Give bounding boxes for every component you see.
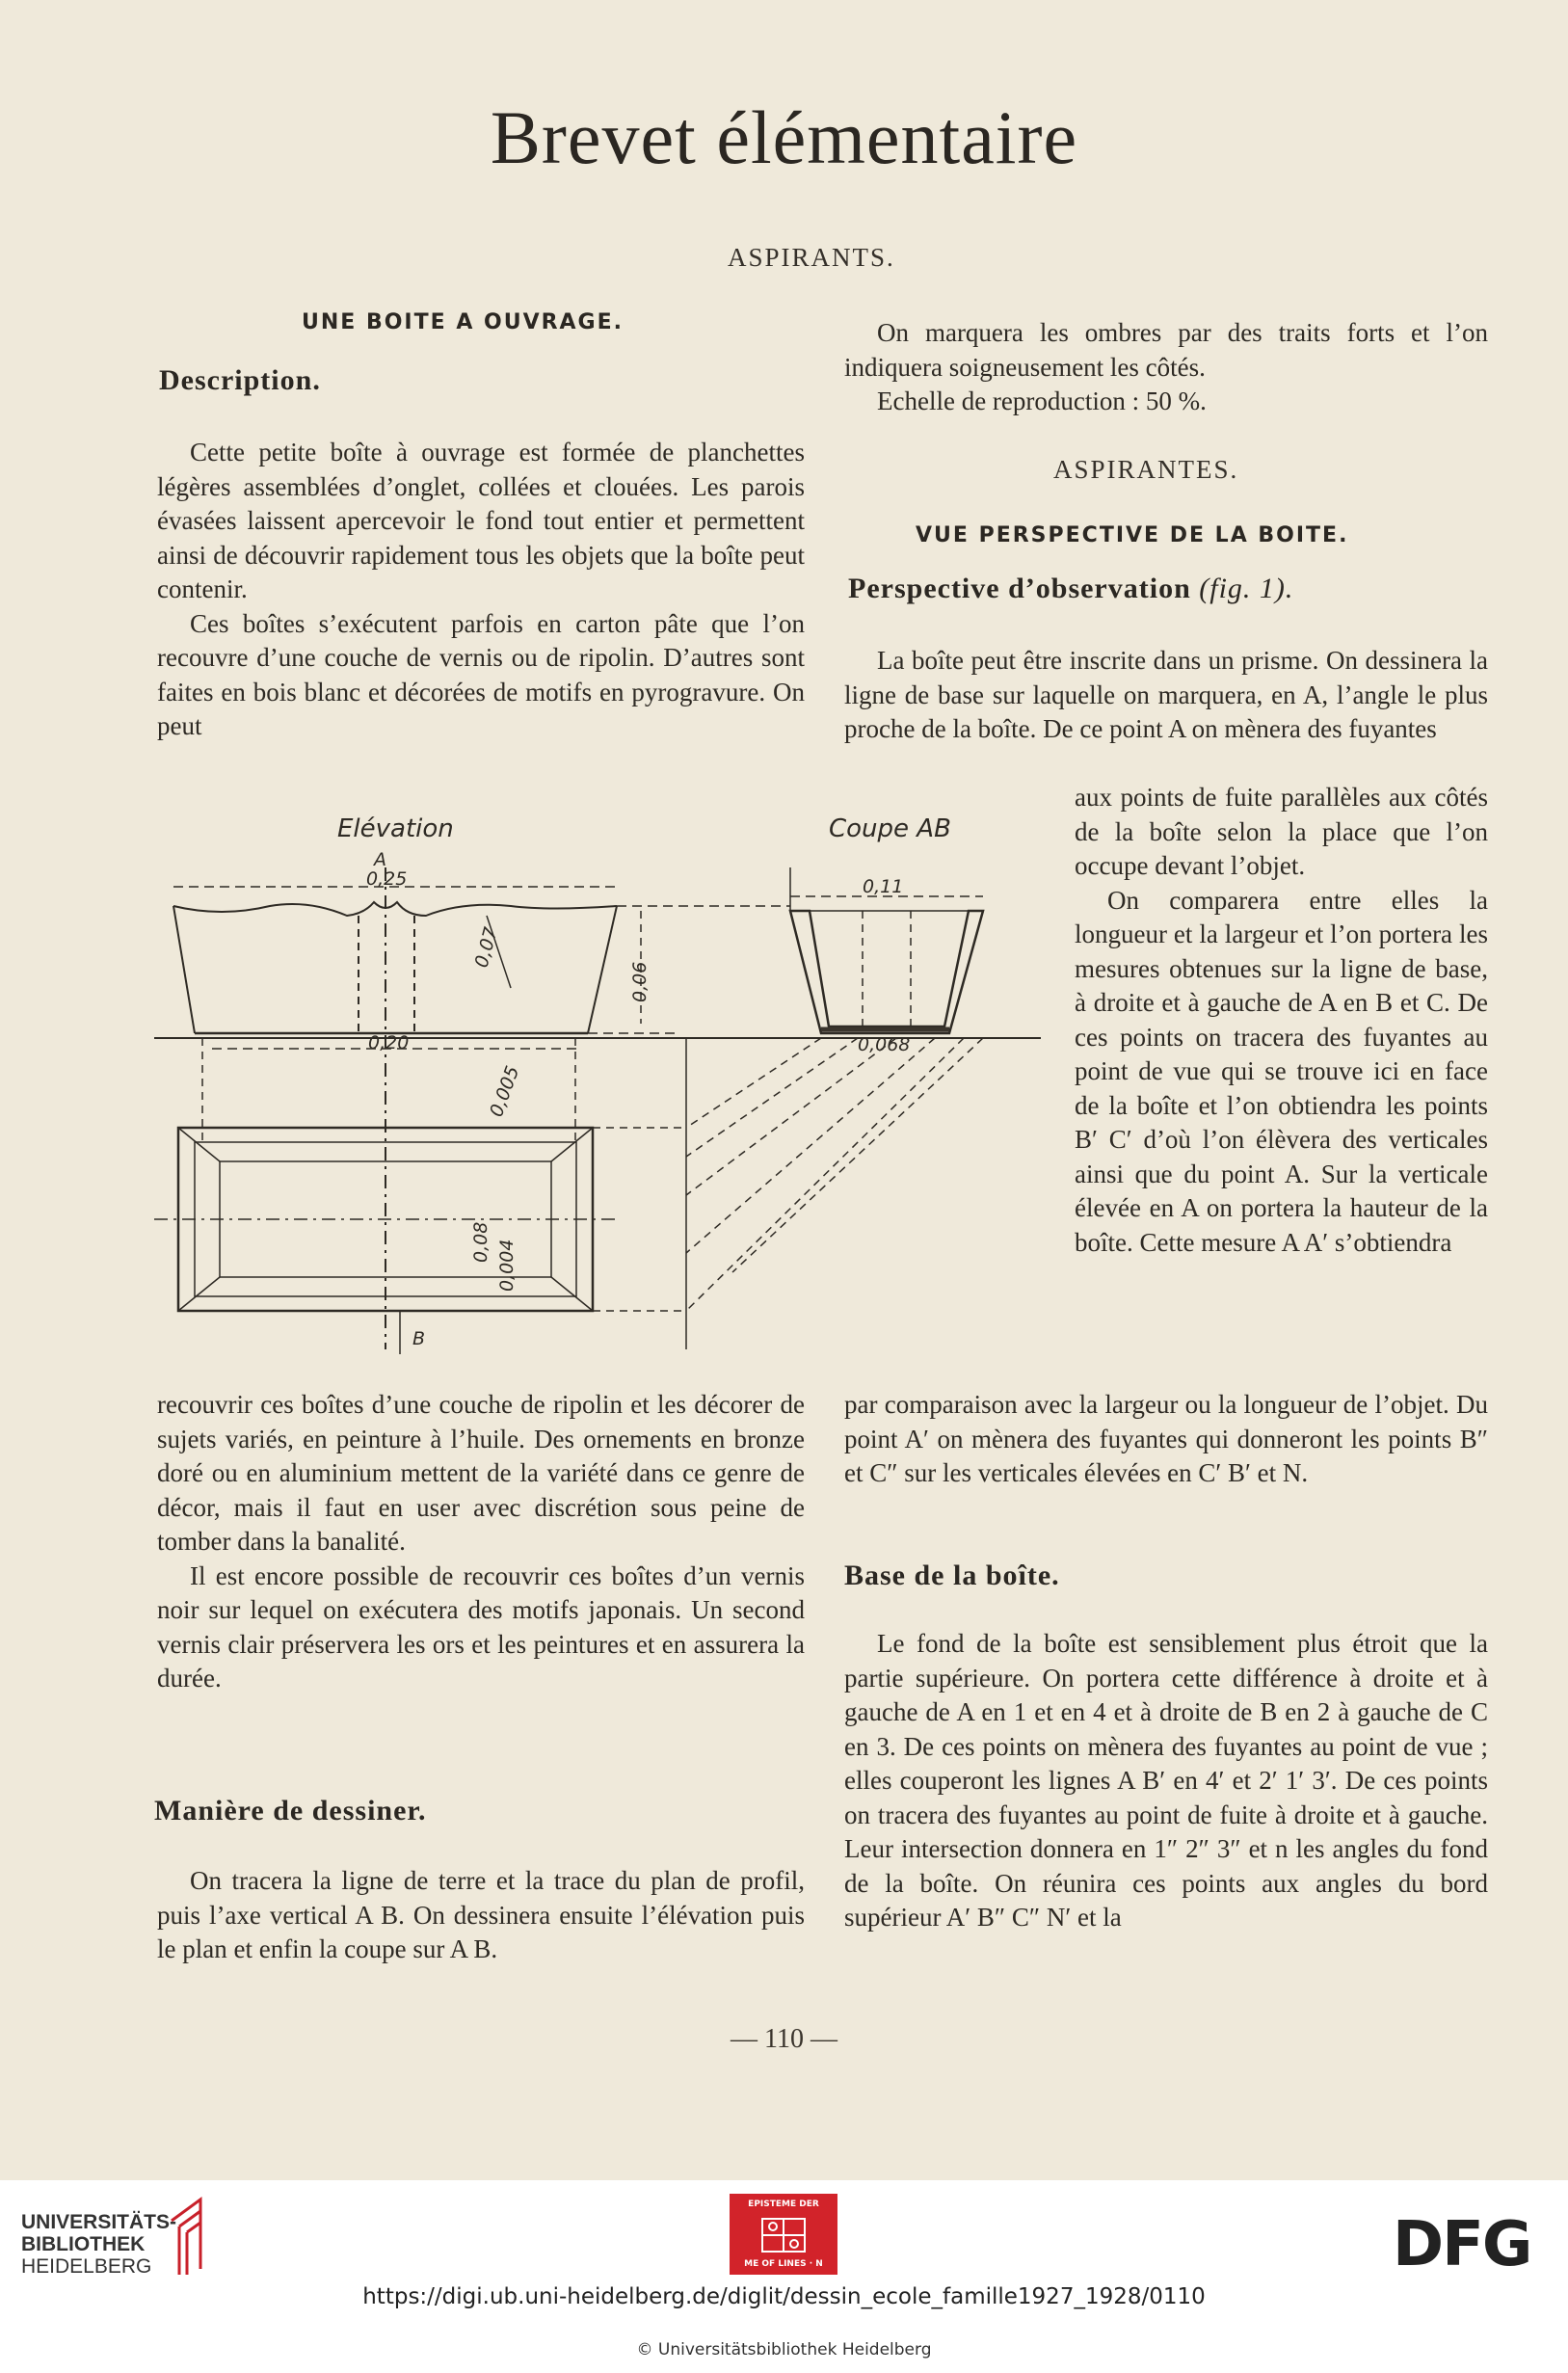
dim-0005: 0,005 xyxy=(486,1063,524,1120)
dim-0004: 0,004 xyxy=(496,1239,518,1292)
perspective-fig-ref: (fig. 1). xyxy=(1199,573,1294,604)
library-line3: HEIDELBERG xyxy=(21,2255,152,2278)
dim-011: 0,11 xyxy=(863,876,904,897)
right-p1: On marquera les ombres par des traits forts et l’on indiquera soigneusement les côtés. xyxy=(844,318,1488,382)
center-project-logo[interactable] xyxy=(730,2194,837,2275)
perspective-title-text: Perspective d’observation xyxy=(848,573,1191,604)
label-elevation: Elévation xyxy=(337,814,454,843)
dim-020: 0,20 xyxy=(368,1032,410,1053)
dim-025: 0,25 xyxy=(366,868,408,890)
center-logo-top-text: EPISTEME DER xyxy=(748,2200,819,2209)
copyright-notice: © Universitätsbibliothek Heidelberg xyxy=(636,2340,932,2360)
right-p2: Echelle de reproduction : 50 %. xyxy=(877,387,1207,415)
dim-008: 0,08 xyxy=(470,1221,492,1263)
center-logo-emblem-icon xyxy=(758,2215,809,2255)
library-line2: BIBLIOTHEK xyxy=(21,2233,146,2255)
perspective-narrow-block xyxy=(1075,781,1488,1260)
dim-006: 0,06 xyxy=(629,961,651,1002)
drawing-block xyxy=(157,1864,805,1967)
description-title: Description. xyxy=(159,364,321,396)
viewer-footer xyxy=(0,2180,1568,2373)
university-library-logo[interactable] xyxy=(21,2211,176,2278)
page-number: — 110 — xyxy=(731,2024,837,2054)
base-block xyxy=(844,1627,1488,1935)
library-emblem-icon xyxy=(162,2192,220,2279)
dim-007: 0,07 xyxy=(470,924,502,971)
perspective-p1a-block xyxy=(844,644,1488,747)
description-p3: recouvrir ces boîtes d’une couche de ripolin et les décorer de sujets variés, en peinture à l’huile. Des ornements en bronze doré ou en aluminium mettent de la variété dans ce genre de décor, mais il faut en user avec discrétion sous peine de tomber dans la banalité. xyxy=(157,1390,805,1556)
dim-0068: 0,068 xyxy=(858,1034,911,1055)
page-title: Brevet élémentaire xyxy=(490,95,1078,179)
description-p2: Ces boîtes s’exécutent parfois en carton pâte que l’on recouvre d’une couche de vernis ou de ripolin. D’autres sont faites en bois blanc et décorées de motifs en pyrogravure. On peut xyxy=(157,608,805,740)
drawing-p1: On tracera la ligne de terre et la trace du plan de profil, puis l’axe vertical A B. On dessinera ensuite l’élévation puis le plan et enfin la coupe sur A B. xyxy=(157,1866,805,1963)
perspective-p2: On comparera entre elles la longueur et la largeur et l’on portera les mesures obtenues sur la ligne de base, à droite et à gauche de A en B et C. De ces points on tracera des fuyantes au point de vue qui se trouve ici en face de la boîte et l’on obtiendra les points B′ C′ d’où l’on élèvera des verticales ainsi que du point A. Sur la verticale élevée en A on portera la hauteur de la boîte. Cette mesure A A′ s’obtiendra xyxy=(1075,885,1488,1257)
label-b: B xyxy=(412,1328,426,1349)
description-p1: Cette petite boîte à ouvrage est formée de planchettes légères assemblées d’onglet, collées et clouées. Les parois évasées laissent apercevoir le fond tout entier et permettent ainsi de découvrir rapidement tous les objets que la boîte peut contenir. xyxy=(157,438,805,603)
library-line1: UNIVERSITÄTS- xyxy=(21,2211,177,2233)
permalink-url[interactable]: https://digi.ub.uni-heidelberg.de/diglit/dessin_ecole_famille1927_1928/0110 xyxy=(362,2284,1206,2309)
label-coupe: Coupe AB xyxy=(829,814,951,843)
perspective-p1a: La boîte peut être inscrite dans un prisme. On dessinera la ligne de base sur laquelle on marquera, en A, l’angle le plus proche de la boîte. De ce point A on mènera des fuyantes xyxy=(844,646,1488,743)
right-intro-block xyxy=(844,316,1488,419)
label-a: A xyxy=(374,849,386,870)
base-p1: Le fond de la boîte est sensiblement plus étroit que la partie supérieure. On portera cette différence à droite et à gauche de A en 1 et en 4 et à droite de B en 2 à gauche de C en 3. De ces points on mènera des fuyantes au point de vue ; elles couperont les lignes A B′ en 4′ et 2′ 1′ 3′. De ces points on tracera des fuyantes au point de fuite à droite et à gauche. Leur intersection donnera en 1″ 2″ 3″ et n les angles du fond de la boîte. On réunira ces points aux angles du bord supérieur A′ B″ C″ N′ et la xyxy=(844,1629,1488,1932)
description-p4: Il est encore possible de recouvrir ces boîtes d’un vernis noir sur lequel on exécutera des motifs japonais. Un second vernis clair préservera les ors et les peintures et en assurera la durée. xyxy=(157,1560,805,1693)
base-title: Base de la boîte. xyxy=(844,1560,1060,1591)
perspective-p1b: aux points de fuite parallèles aux côtés de la boîte selon la place que l’on occupe devant l’objet. xyxy=(1075,783,1488,880)
description-continued-block xyxy=(157,1388,805,1696)
perspective-p3: par comparaison avec la largeur ou la longueur de l’objet. Du point A′ on mènera des fuyantes qui donneront les points B″ et C″ sur les verticales élevées en C′ B′ et N. xyxy=(844,1390,1488,1487)
section-aspirantes: ASPIRANTES. xyxy=(1053,455,1239,484)
section-aspirants: ASPIRANTS. xyxy=(728,243,895,272)
perspective-title xyxy=(848,573,1293,605)
perspective-p3-block xyxy=(844,1388,1488,1491)
description-block xyxy=(157,436,805,744)
left-heading: UNE BOITE A OUVRAGE. xyxy=(302,310,625,334)
drawing-title: Manière de dessiner. xyxy=(154,1795,427,1826)
dfg-logo[interactable]: DFG xyxy=(1393,2209,1531,2280)
right-heading: VUE PERSPECTIVE DE LA BOITE. xyxy=(916,523,1349,547)
center-logo-bottom-text: ME OF LINES · N xyxy=(744,2259,823,2269)
technical-drawing xyxy=(154,810,1050,1369)
